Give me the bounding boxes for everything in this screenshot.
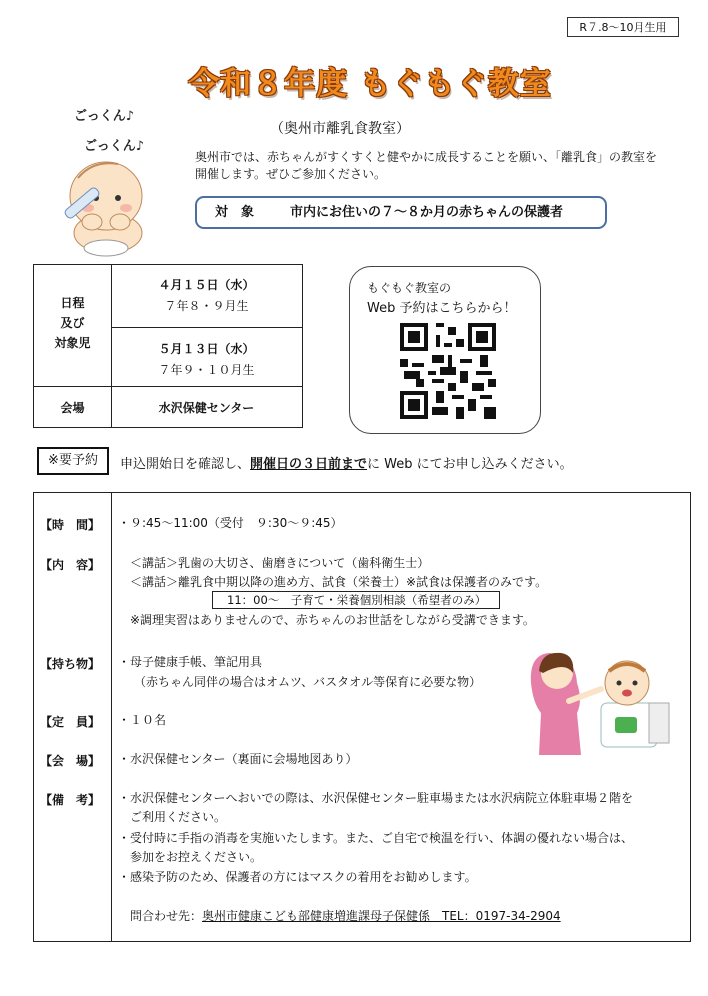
- items-label: 【持ち物】: [40, 657, 101, 671]
- qr-code-icon[interactable]: [400, 323, 496, 419]
- content-line-2: ＜講話＞離乳食中期以降の進め方、試食（栄養士）※試食は保護者のみです。: [130, 575, 548, 589]
- venue-detail-label: 【会 場】: [40, 754, 101, 768]
- baby-bubble-1: ごっくん♪: [74, 109, 135, 124]
- content-line-1: ＜講話＞乳歯の大切さ、歯磨きについて（歯科衛生士）: [130, 556, 430, 570]
- note-1a: ・水沢保健センターへおいでの際は、水沢保健センター駐車場または水沢病院立体駐車場２階を: [118, 791, 634, 805]
- contact-text: 奥州市健康こども部健康増進課母子保健係 TEL：0197-34-2904: [202, 909, 561, 923]
- time-label: 【時 間】: [40, 518, 101, 532]
- qr-caption-1: もぐもぐ教室の: [367, 281, 452, 295]
- note-2a: ・受付時に手指の消毒を実施いたします。また、ご自宅で検温を行い、体調の優れない場合は、: [118, 831, 634, 845]
- target-label: 対 象: [215, 205, 255, 220]
- venue-value: 水沢保健センター: [158, 401, 255, 415]
- qr-caption-2: Web 予約はこちらから！: [367, 301, 517, 316]
- contact-info: 問合わせ先：奥州市健康こども部健康増進課母子保健係 TEL：0197-34-2904: [130, 909, 561, 923]
- intro-text: 奥州市では、赤ちゃんがすくすくと健やかに成長することを願い、「離乳食」の教室を開催します。ぜひご参加ください。: [195, 150, 658, 181]
- reservation-badge: ※要予約: [37, 447, 109, 475]
- target-text: 市内にお住いの７～８か月の赤ちゃんの保護者: [290, 205, 564, 220]
- venue-label: 会場: [60, 401, 85, 415]
- consultation-box: 11：00～ 子育て・栄養個別相談（希望者のみ）: [212, 591, 500, 609]
- version-tag: R７.8～10月生用: [567, 17, 679, 37]
- reservation-text: 申込開始日を確認し、開催日の３日前までに Web にてお申し込みください。: [120, 457, 573, 472]
- baby-drinking-illustration: [48, 98, 166, 258]
- details-table: [33, 492, 691, 942]
- note-1b: ご利用ください。: [130, 810, 227, 824]
- note-2b: 参加をお控えください。: [130, 850, 263, 864]
- reservation-deadline: 開催日の３日前まで: [250, 457, 368, 472]
- mother-feeding-illustration: [519, 643, 671, 757]
- page-title: 令和８年度 もぐもぐ教室: [188, 66, 552, 102]
- schedule-date-2: ５月１３日（水） ７年９・１０月生: [158, 342, 255, 377]
- subtitle: （奥州市離乳食教室）: [270, 121, 410, 137]
- items-line-2: （赤ちゃん同伴の場合はオムツ、バスタオル等保育に必要な物）: [134, 675, 482, 689]
- notes-label: 【備 考】: [40, 793, 101, 807]
- capacity-text: ・１０名: [118, 713, 167, 727]
- qr-box: [349, 266, 541, 434]
- target-box: [195, 196, 607, 229]
- schedule-date-1: ４月１５日（水） ７年８・９月生: [158, 278, 255, 313]
- content-label: 【内 容】: [40, 558, 101, 572]
- schedule-table: [33, 264, 303, 428]
- content-line-4: ※調理実習はありませんので、赤ちゃんのお世話をしながら受講できます。: [130, 613, 535, 627]
- items-line-1: ・母子健康手帳、筆記用具: [118, 655, 263, 669]
- venue-detail-text: ・水沢保健センター（裏面に会場地図あり）: [118, 752, 358, 766]
- note-3: ・感染予防のため、保護者の方にはマスクの着用をお勧めします。: [118, 870, 477, 884]
- capacity-label: 【定 員】: [40, 715, 101, 729]
- baby-bubble-2: ごっくん♪: [84, 139, 145, 154]
- time-text: ・９:45～11:00（受付 ９:30～９:45）: [118, 516, 343, 530]
- schedule-row-label: 日程 及び 対象児: [54, 296, 91, 350]
